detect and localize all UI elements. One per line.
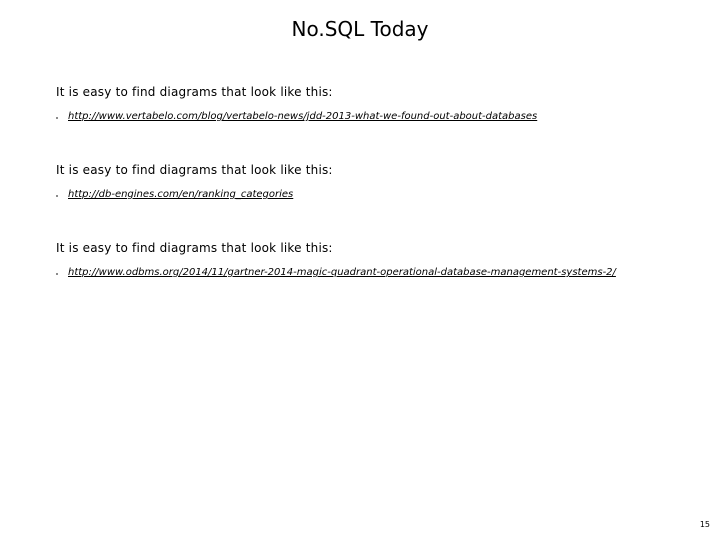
bullet-item — [56, 110, 706, 124]
bullet-icon — [56, 117, 58, 119]
bullet-icon — [56, 273, 58, 275]
bullet-item — [56, 188, 706, 202]
section-intro: It is easy to find diagrams that look like this: — [56, 85, 333, 99]
section-2 — [56, 162, 706, 202]
section-intro: It is easy to find diagrams that look like this: — [56, 163, 333, 177]
slide-title: No.SQL Today — [291, 17, 429, 41]
page-number: 15 — [699, 520, 710, 529]
bullet-icon — [56, 195, 58, 197]
bullet-item — [56, 266, 706, 280]
section-1 — [56, 84, 706, 124]
section-3 — [56, 240, 706, 280]
reference-link[interactable]: http://www.odbms.org/2014/11/gartner-2014-magic-quadrant-operational-database-management-systems-2/ — [68, 267, 616, 278]
reference-link[interactable]: http://www.vertabelo.com/blog/vertabelo-news/jdd-2013-what-we-found-out-about-databases — [68, 111, 538, 122]
reference-link[interactable]: http://db-engines.com/en/ranking_categories — [68, 189, 294, 200]
section-intro: It is easy to find diagrams that look like this: — [56, 241, 333, 255]
